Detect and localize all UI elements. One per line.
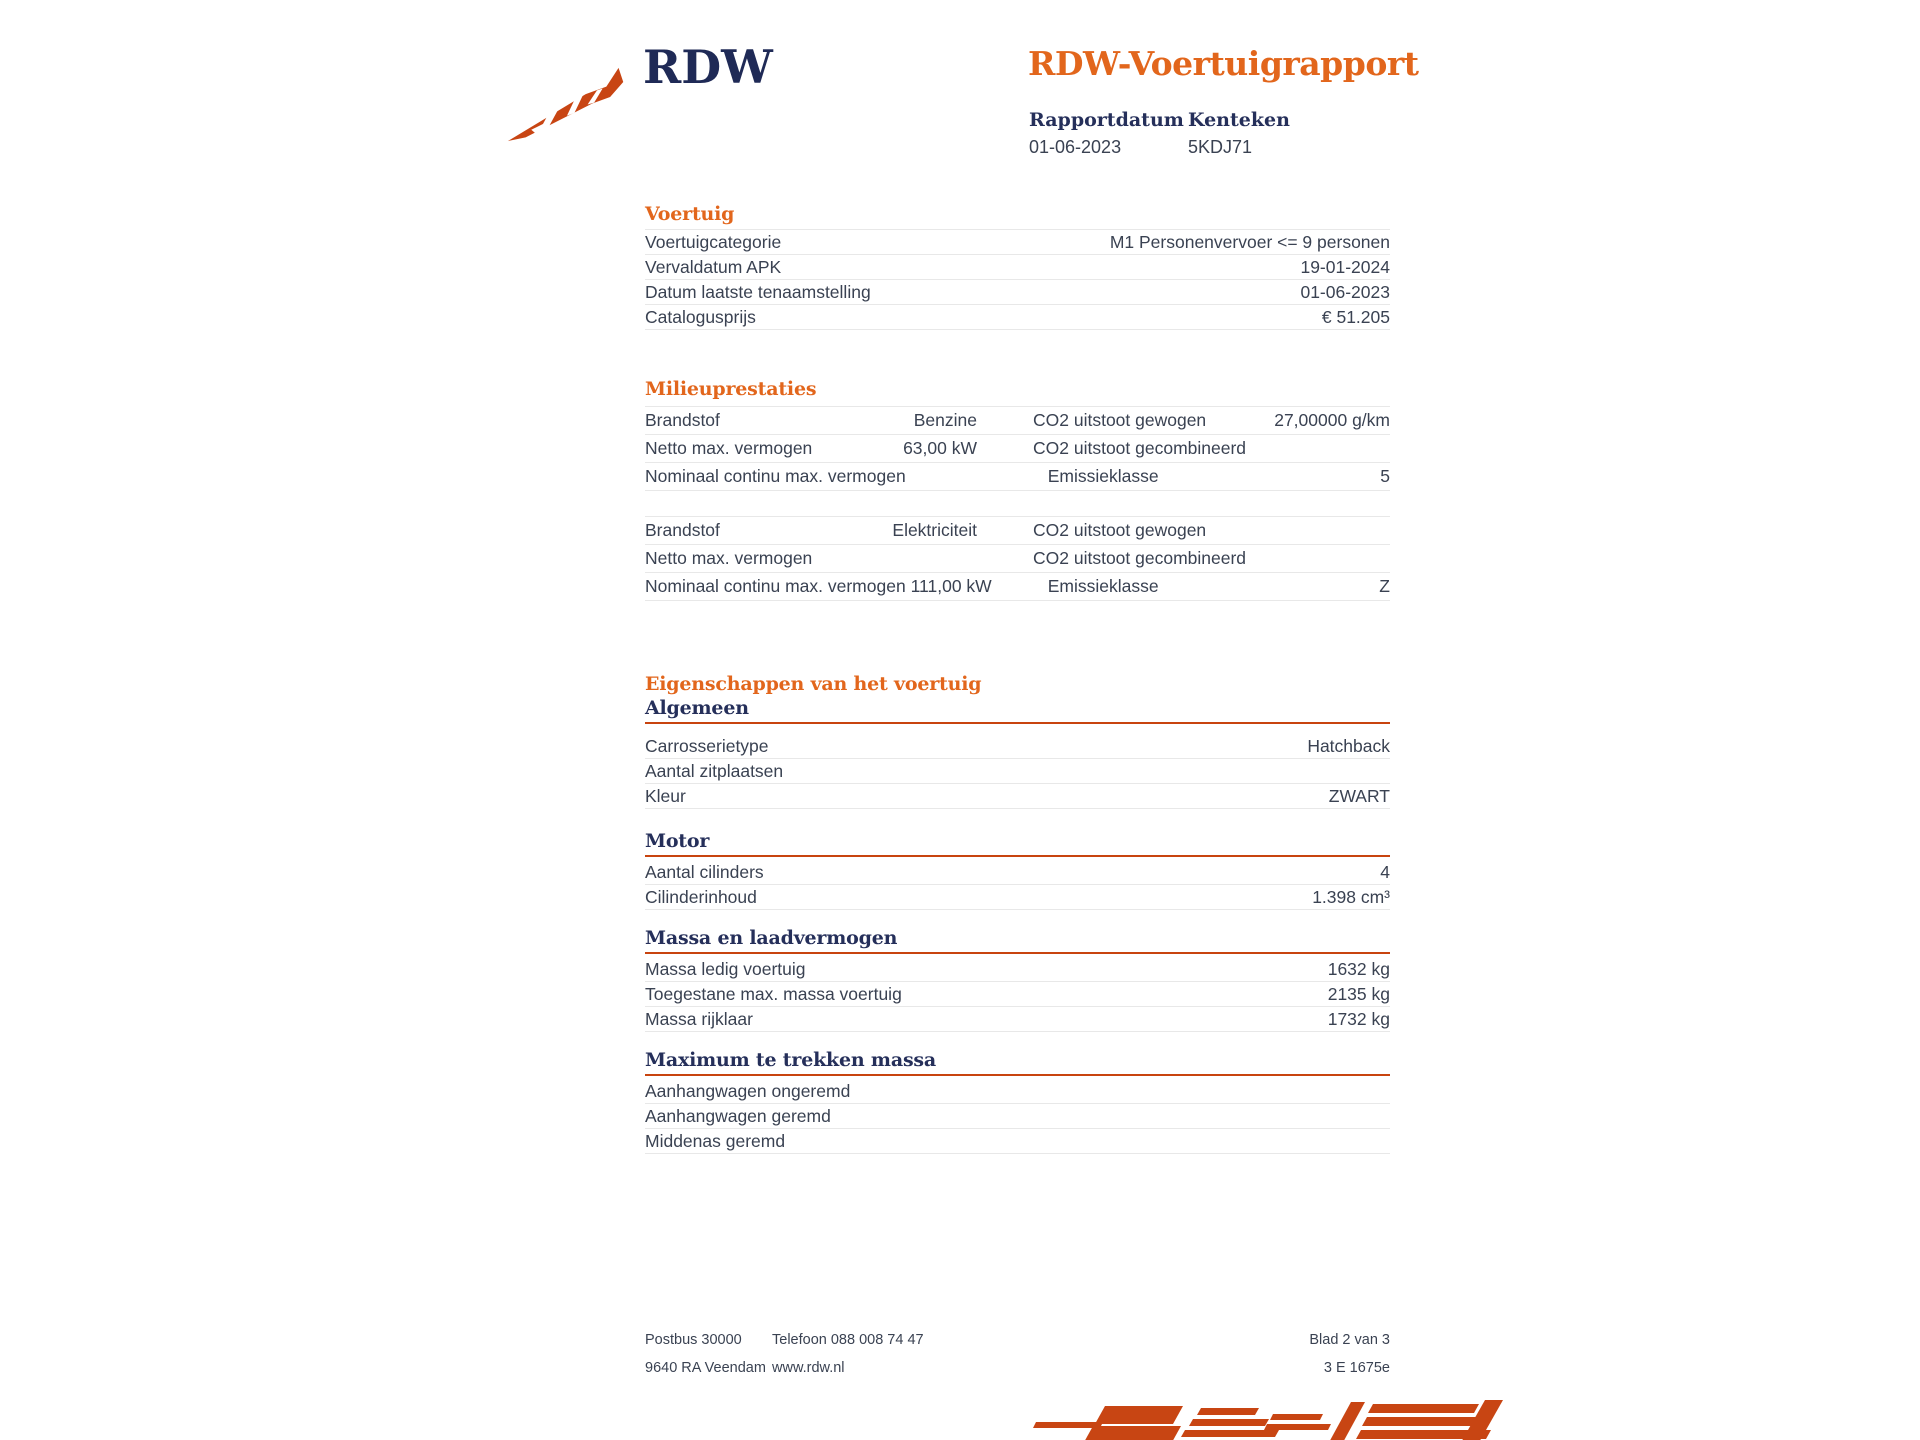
row-label: Voertuigcategorie <box>645 231 782 252</box>
motor-table <box>645 860 1390 910</box>
subsection-massa <box>645 927 1390 1032</box>
section-title-eigenschappen: Eigenschappen van het voertuig <box>645 673 982 695</box>
subsection-title-massa: Massa en laadvermogen <box>645 927 898 949</box>
table-row <box>645 305 1390 330</box>
milieu-table-benzine <box>645 406 1390 491</box>
orange-rule <box>645 722 1390 724</box>
milieu-table-elektriciteit <box>645 516 1390 601</box>
subsection-trekken-massa <box>645 1049 1390 1154</box>
subsection-title-algemeen: Algemeen <box>645 697 749 719</box>
row-label: Netto max. vermogen <box>645 548 813 568</box>
algemeen-table <box>645 734 1390 809</box>
row-value: 5 <box>1380 466 1390 486</box>
table-row <box>645 280 1390 305</box>
row-label: Kleur <box>645 785 686 806</box>
subsection-motor <box>645 830 1390 910</box>
row-label: Brandstof <box>645 410 720 430</box>
row-value: 01-06-2023 <box>1300 281 1390 302</box>
row-label: Aantal zitplaatsen <box>645 760 784 781</box>
row-value: 63,00 kW <box>903 438 977 458</box>
row-label: Toegestane max. massa voertuig <box>645 983 902 1004</box>
rdw-logo-text: RDW <box>643 40 773 94</box>
table-row <box>645 435 1390 463</box>
table-row <box>645 573 1390 601</box>
table-row <box>645 885 1390 910</box>
subsection-algemeen <box>645 697 1390 809</box>
table-row <box>645 517 1390 545</box>
row-label: Aanhangwagen ongeremd <box>645 1080 851 1101</box>
row-value: 19-01-2024 <box>1300 256 1390 277</box>
page-title: RDW-Voertuigrapport <box>1028 44 1419 83</box>
subsection-title-motor: Motor <box>645 830 710 852</box>
row-value: Elektriciteit <box>892 520 977 540</box>
row-label: Nominaal continu max. vermogen <box>645 466 906 486</box>
table-row <box>645 407 1390 435</box>
row-label: Brandstof <box>645 520 720 540</box>
section-eigenschappen-title <box>645 673 1390 695</box>
row-value: € 51.205 <box>1321 306 1390 327</box>
footer-address-1: Postbus 30000 <box>645 1332 742 1348</box>
table-row <box>645 230 1390 255</box>
table-row <box>645 463 1390 491</box>
table-row <box>645 1079 1390 1104</box>
orange-rule <box>645 952 1390 954</box>
footer-address-2: 9640 RA Veendam <box>645 1360 766 1376</box>
license-plate-block <box>1188 109 1290 158</box>
page-footer <box>645 1326 1390 1382</box>
row-value: M1 Personenvervoer <= 9 personen <box>1109 231 1390 252</box>
trekken-massa-table <box>645 1079 1390 1154</box>
table-row <box>645 759 1390 784</box>
license-plate-value: 5KDJ71 <box>1188 137 1253 157</box>
row-label: Emissieklasse <box>1047 466 1159 486</box>
footer-line-1 <box>645 1326 1390 1354</box>
footer-page-info: Blad 2 van 3 <box>1309 1332 1390 1348</box>
row-label: Datum laatste tenaamstelling <box>645 281 871 302</box>
license-plate-label: Kenteken <box>1188 109 1290 131</box>
row-label: Middenas geremd <box>645 1130 786 1151</box>
footer-doc-code: 3 E 1675e <box>1323 1360 1390 1376</box>
row-label: Catalogusprijs <box>645 306 756 327</box>
row-value: Benzine <box>913 410 977 430</box>
row-value: Hatchback <box>1307 735 1390 756</box>
row-label: CO2 uitstoot gewogen <box>1033 520 1207 540</box>
table-row <box>645 860 1390 885</box>
table-row <box>645 1007 1390 1032</box>
subsection-title-trekken-massa: Maximum te trekken massa <box>645 1049 937 1071</box>
orange-rule <box>645 1074 1390 1076</box>
table-row <box>645 982 1390 1007</box>
massa-table <box>645 957 1390 1032</box>
row-label: CO2 uitstoot gecombineerd <box>1033 438 1247 458</box>
orange-rule <box>645 855 1390 857</box>
row-label: Massa ledig voertuig <box>645 958 806 979</box>
section-title-voertuig: Voertuig <box>645 203 735 225</box>
voertuig-table <box>645 229 1390 330</box>
report-date-label: Rapportdatum <box>1029 109 1184 131</box>
report-date-value: 01-06-2023 <box>1029 137 1122 157</box>
row-value: 111,00 kW <box>910 576 992 596</box>
footer-phone: Telefoon 088 008 74 47 <box>772 1332 924 1348</box>
section-milieuprestaties <box>645 378 1390 601</box>
footer-website: www.rdw.nl <box>772 1360 845 1376</box>
row-label: Netto max. vermogen <box>645 438 813 458</box>
row-value: 2135 kg <box>1327 983 1390 1004</box>
row-label: CO2 uitstoot gewogen <box>1033 410 1207 430</box>
rdw-footer-logo-graphic <box>1033 1398 1503 1440</box>
rdw-logo <box>505 40 773 137</box>
row-value: 4 <box>1380 861 1390 882</box>
row-label: Carrosserietype <box>645 735 769 756</box>
table-row <box>645 1129 1390 1154</box>
row-value: 1.398 cm³ <box>1312 886 1390 907</box>
row-label: Aantal cilinders <box>645 861 764 882</box>
row-label: Cilinderinhoud <box>645 886 757 907</box>
row-label: Vervaldatum APK <box>645 256 782 277</box>
row-label: CO2 uitstoot gecombineerd <box>1033 548 1247 568</box>
report-date-block <box>1029 109 1184 158</box>
table-row <box>645 255 1390 280</box>
row-value: Z <box>1379 576 1390 596</box>
rdw-wing-icon <box>505 64 627 144</box>
footer-line-2 <box>645 1354 1390 1382</box>
section-title-milieuprestaties: Milieuprestaties <box>645 378 817 400</box>
row-label: Massa rijklaar <box>645 1008 753 1029</box>
table-row <box>645 734 1390 759</box>
row-value: 1732 kg <box>1327 1008 1390 1029</box>
table-row <box>645 784 1390 809</box>
row-label: Aanhangwagen geremd <box>645 1105 831 1126</box>
row-label: Emissieklasse <box>1047 576 1159 596</box>
table-row <box>645 545 1390 573</box>
row-value: 1632 kg <box>1327 958 1390 979</box>
row-label: Nominaal continu max. vermogen <box>645 576 906 596</box>
row-value: 27,00000 g/km <box>1274 410 1390 430</box>
section-voertuig <box>645 203 1390 330</box>
table-row <box>645 1104 1390 1129</box>
row-value: ZWART <box>1328 785 1390 806</box>
table-row <box>645 957 1390 982</box>
